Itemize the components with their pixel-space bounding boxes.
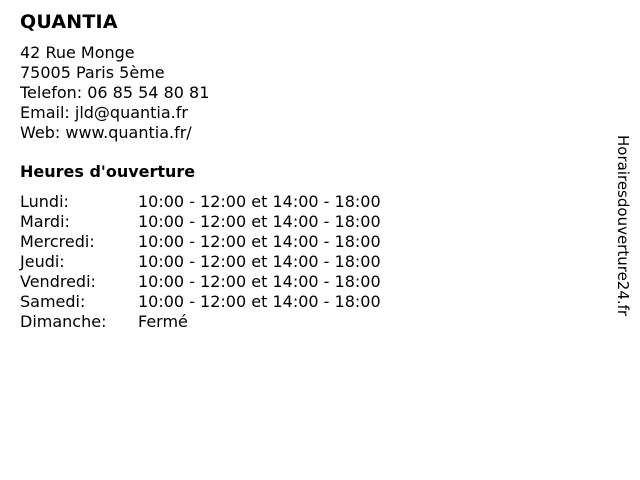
hours-day: Mardi: — [20, 212, 70, 231]
address-line-1: 42 Rue Monge — [20, 43, 135, 62]
hours-time: 10:00 - 12:00 et 14:00 - 18:00 — [138, 292, 381, 311]
hours-row-tuesday — [20, 212, 600, 232]
hours-day: Jeudi: — [20, 252, 65, 271]
business-card — [20, 10, 600, 332]
hours-time: 10:00 - 12:00 et 14:00 - 18:00 — [138, 232, 381, 251]
hours-row-sunday — [20, 312, 600, 332]
hours-day: Vendredi: — [20, 272, 96, 291]
opening-hours-heading: Heures d'ouverture — [20, 162, 196, 181]
email-line: Email: jld@quantia.fr — [20, 103, 188, 122]
address-line-2: 75005 Paris 5ème — [20, 63, 165, 82]
contact-block — [20, 43, 600, 143]
site-credit: Horairesdouverture24.fr — [614, 135, 632, 317]
opening-hours-table — [20, 192, 600, 332]
hours-time: 10:00 - 12:00 et 14:00 - 18:00 — [138, 212, 381, 231]
hours-time: 10:00 - 12:00 et 14:00 - 18:00 — [138, 272, 381, 291]
business-name: QUANTIA — [20, 11, 118, 33]
hours-row-thursday — [20, 252, 600, 272]
hours-time: 10:00 - 12:00 et 14:00 - 18:00 — [138, 192, 381, 211]
hours-time: Fermé — [138, 312, 188, 331]
website-line: Web: www.quantia.fr/ — [20, 123, 192, 142]
hours-day: Lundi: — [20, 192, 69, 211]
phone-line: Telefon: 06 85 54 80 81 — [20, 83, 210, 102]
hours-day: Mercredi: — [20, 232, 95, 251]
hours-day: Dimanche: — [20, 312, 107, 331]
hours-row-saturday — [20, 292, 600, 312]
hours-day: Samedi: — [20, 292, 86, 311]
hours-row-friday — [20, 272, 600, 292]
hours-time: 10:00 - 12:00 et 14:00 - 18:00 — [138, 252, 381, 271]
hours-row-wednesday — [20, 232, 600, 252]
hours-row-monday — [20, 192, 600, 212]
